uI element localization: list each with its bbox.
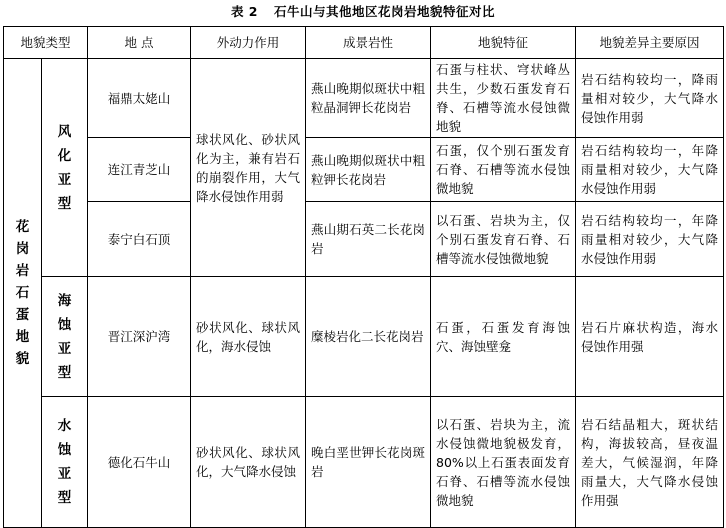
comparison-table xyxy=(3,26,724,528)
subtype-weathering-cell: 风 化 亚 型 xyxy=(42,59,88,277)
header-difference-reason: 地貌差异主要原因 xyxy=(576,27,724,59)
table-row xyxy=(4,138,724,202)
agent-cell-shared: 球状风化、砂状风化为主，兼有岩石的崩裂作用，大气降水侵蚀作用弱 xyxy=(191,59,306,277)
table-row xyxy=(4,397,724,528)
feature-cell: 石蛋，石蛋发育海蚀穴、海蚀壁龛 xyxy=(431,277,576,397)
header-external-agent: 外动力作用 xyxy=(191,27,306,59)
table-row xyxy=(4,202,724,277)
location-cell: 连江青芝山 xyxy=(88,138,191,202)
feature-cell: 石蛋与柱状、穹状峰丛共生，少数石蛋发育石脊、石槽等流水侵蚀微地貌 xyxy=(431,59,576,138)
reason-cell: 岩石片麻状构造，海水侵蚀作用强 xyxy=(576,277,724,397)
rock-cell: 燕山期石英二长花岗岩 xyxy=(306,202,431,277)
main-type-cell: 花 岗 岩 石 蛋 地 貌 xyxy=(4,59,42,528)
subtype-water-cell: 水 蚀 亚 型 xyxy=(42,397,88,528)
feature-cell: 以石蛋、岩块为主，仅个别石蛋发育石脊、石槽等流水侵蚀微地貌 xyxy=(431,202,576,277)
table-number: 表 2 xyxy=(230,4,259,19)
table-row xyxy=(4,59,724,138)
feature-cell: 以石蛋、岩块为主，流水侵蚀微地貌极发育，80%以上石蛋表面发育石脊、石槽等流水侵蚀微地貌 xyxy=(431,397,576,528)
rock-cell: 燕山晚期似斑状中粗粒晶洞钾长花岗岩 xyxy=(306,59,431,138)
reason-cell: 岩石结构较均一，降雨量相对较少，大气降水侵蚀作用弱 xyxy=(576,59,724,138)
reason-cell: 岩石结构较均一，年降雨量相对较少，大气降水侵蚀作用弱 xyxy=(576,202,724,277)
header-landform-feature: 地貌特征 xyxy=(431,27,576,59)
table-header-row xyxy=(4,27,724,59)
header-landform-type: 地貌类型 xyxy=(4,27,88,59)
reason-cell: 岩石结构较均一，年降雨量相对较少，大气降水侵蚀作用弱 xyxy=(576,138,724,202)
agent-cell: 砂状风化、球状风化，海水侵蚀 xyxy=(191,277,306,397)
location-cell: 福鼎太姥山 xyxy=(88,59,191,138)
agent-cell: 砂状风化、球状风化，大气降水侵蚀 xyxy=(191,397,306,528)
feature-cell: 石蛋，仅个别石蛋发育石脊、石槽等流水侵蚀微地貌 xyxy=(431,138,576,202)
location-cell: 德化石牛山 xyxy=(88,397,191,528)
rock-cell: 晚白垩世钾长花岗斑岩 xyxy=(306,397,431,528)
location-cell: 晋江深沪湾 xyxy=(88,277,191,397)
header-location: 地 点 xyxy=(88,27,191,59)
table-title: 石牛山与其他地区花岗岩地貌特征对比 xyxy=(274,4,496,19)
table-caption xyxy=(0,2,726,20)
subtype-marine-cell: 海 蚀 亚 型 xyxy=(42,277,88,397)
rock-cell: 燕山晚期似斑状中粗粒钾长花岗岩 xyxy=(306,138,431,202)
header-rock-type: 成景岩性 xyxy=(306,27,431,59)
location-cell: 泰宁白石顶 xyxy=(88,202,191,277)
table-row xyxy=(4,277,724,397)
rock-cell: 糜棱岩化二长花岗岩 xyxy=(306,277,431,397)
reason-cell: 岩石结晶粗大，斑状结构，海拔较高，昼夜温差大，气候湿润，年降雨量大，大气降水侵蚀作用强 xyxy=(576,397,724,528)
